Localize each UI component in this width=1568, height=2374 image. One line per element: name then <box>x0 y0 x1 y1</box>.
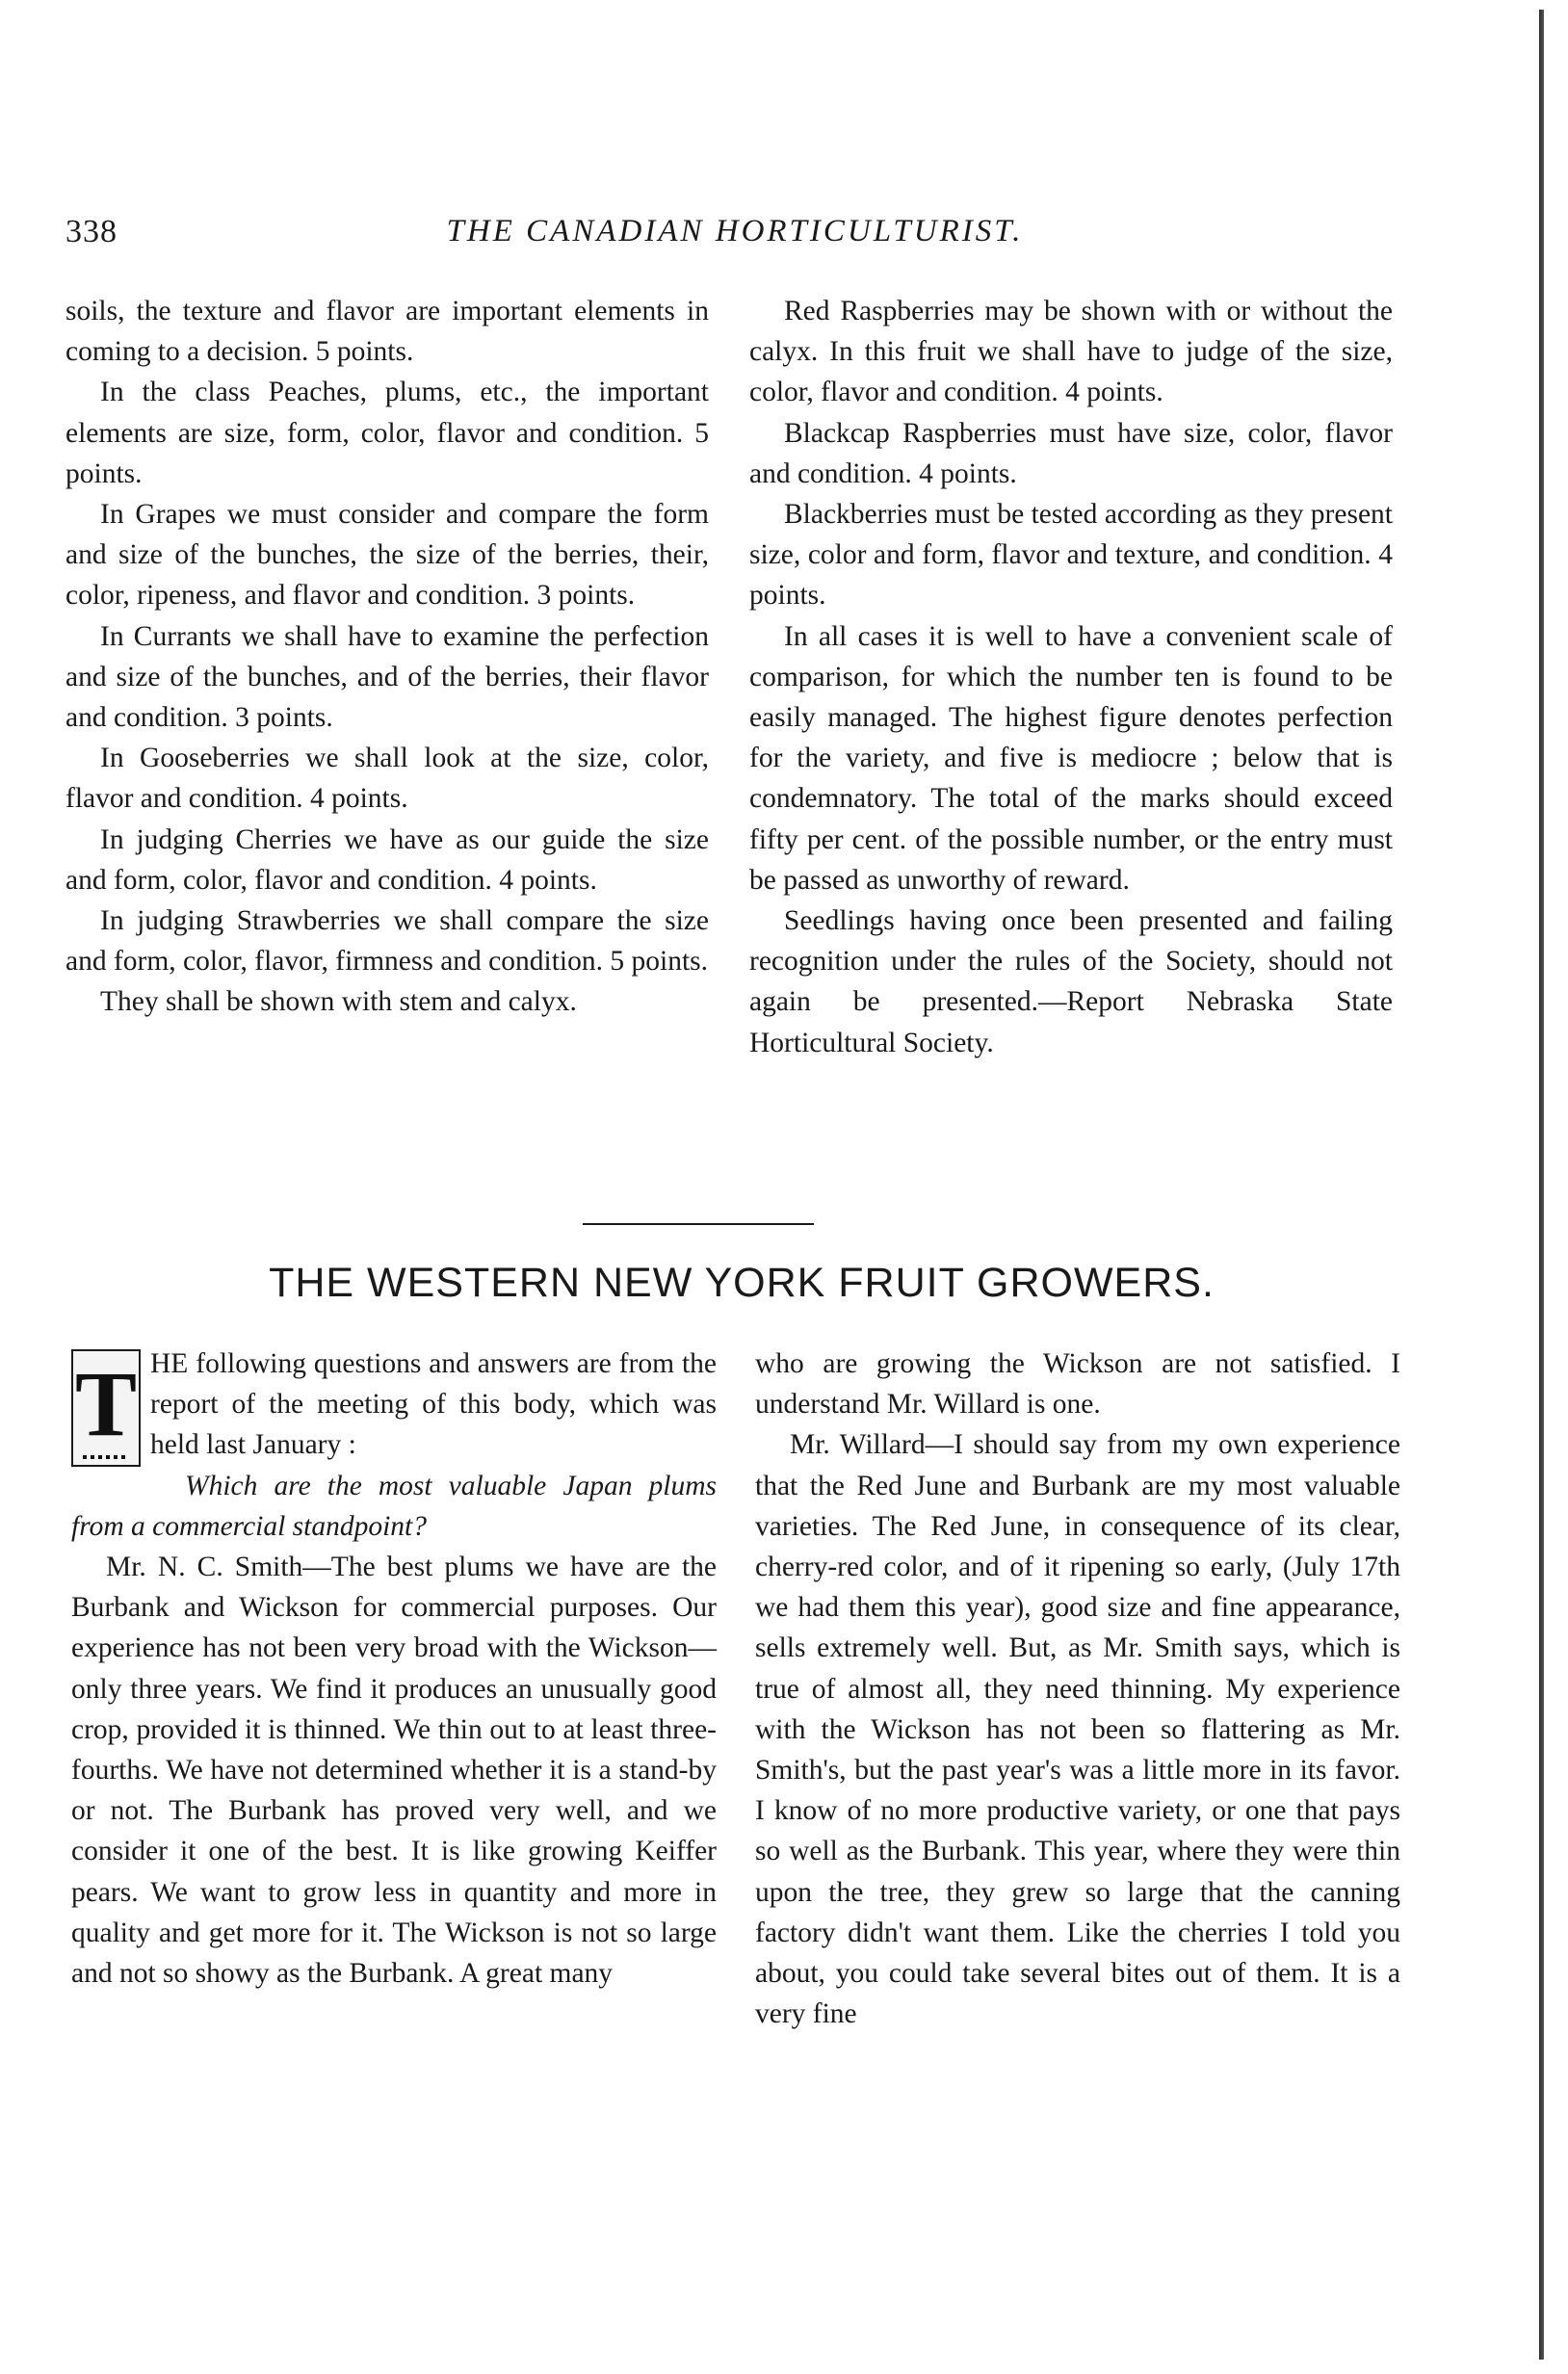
paragraph: In all cases it is well to have a convenient scale of comparison, for which the number ten is found to be easily managed. The highest figure denotes perfection for the variety, and five is mediocre ; below that is condemnatory. The total of the marks should exceed fifty per cent. of the possible number, or the entry must be passed as unworthy of reward. <box>749 620 1393 896</box>
section-divider <box>583 1223 814 1225</box>
paragraph: In Gooseberries we shall look at the size, color, flavor and condition. 4 points. <box>65 743 709 815</box>
paragraph: who are growing the Wickson are not satisfied. I understand Mr. Willard is one. <box>755 1348 1400 1421</box>
paragraph: In judging Strawberries we shall compare the size and form, color, flavor, firmness and condition. 5 points. <box>65 905 709 978</box>
paragraph: In Grapes we must consider and compare the form and size of the bunches, the size of the berries, their, color, ripeness, and flavor and condition. 3 points. <box>65 499 709 612</box>
page-binding-edge <box>1539 10 1544 2360</box>
top-left-column <box>65 291 709 1023</box>
paragraph: Mr. Willard—I should say from my own experience that the Red June and Burbank are my most valuable varieties. The Red June, in consequence of its clear, cherry-red color, and of it ripening so early, (July 17th we had them this year), good size and fine appearance, sells extremely well. But, as Mr. Smith says, which is true of almost all, they need thinning. My experience with the Wickson has not been so flattering as Mr. Smith's, but the past year's was a little more in its favor. I know of no more productive variety, or one that pays so well as the Burbank. This year, where they were thin upon the tree, they grew so large that the canning factory didn't want them. Like the cherries I told you about, you could take several bites out of them. It is a very fine <box>755 1429 1400 2030</box>
intro-paragraph <box>71 1344 717 1466</box>
intro-text: HE following questions and answers are from the report of the meeting of this body, which was held last January : <box>150 1348 717 1461</box>
question-heading: Which are the most valuable Japan plums from a commercial standpoint? <box>71 1470 717 1542</box>
paragraph: Seedlings having once been presented and failing recognition under the rules of the Society, should not again be presented.—Report Nebraska State Horticultural Society. <box>749 905 1393 1058</box>
page-number: 338 <box>65 214 118 249</box>
section-heading: THE WESTERN NEW YORK FRUIT GROWERS. <box>269 1260 1215 1306</box>
paragraph: Blackcap Raspberries must have size, color, flavor and condition. 4 points. <box>749 417 1393 489</box>
bottom-left-column <box>71 1344 717 1994</box>
paragraph: Red Raspberries may be shown with or without the calyx. In this fruit we shall have to judge of the size, color, flavor and condition. 4 points. <box>749 296 1393 408</box>
top-right-column <box>749 291 1393 1063</box>
running-title: THE CANADIAN HORTICULTURIST. <box>446 214 1024 248</box>
page-header <box>65 214 1404 262</box>
paragraph: soils, the texture and flavor are important elements in coming to a decision. 5 points. <box>65 296 709 368</box>
paragraph: In judging Cherries we have as our guide the size and form, color, flavor and condition. 4 points. <box>65 823 709 896</box>
paragraph: In Currants we shall have to examine the perfection and size of the bunches, and of the berries, their flavor and condition. 3 points. <box>65 620 709 734</box>
paragraph: They shall be shown with stem and calyx. <box>100 986 577 1018</box>
paragraph: In the class Peaches, plums, etc., the important elements are size, form, color, flavor and condition. 5 points. <box>65 377 709 489</box>
bottom-right-column <box>755 1344 1400 2034</box>
paragraph: Blackberries must be tested according as they present size, color and form, flavor and texture, and condition. 4 points. <box>749 499 1393 612</box>
decorative-dropcap-icon: T <box>71 1349 141 1467</box>
paragraph: Mr. N. C. Smith—The best plums we have are the Burbank and Wickson for commercial purposes. Our experience has not been very broad with the Wickson—only three years. We find it produces an unusually good crop, provided it is thinned. We thin out to at least three-fourths. We have not determined whether it is a stand-by or not. The Burbank has proved very well, and we consider it one of the best. It is like growing Keiffer pears. We want to grow less in quantity and more in quality and get more for it. The Wickson is not so large and not so showy as the Burbank. A great many <box>71 1552 717 1990</box>
